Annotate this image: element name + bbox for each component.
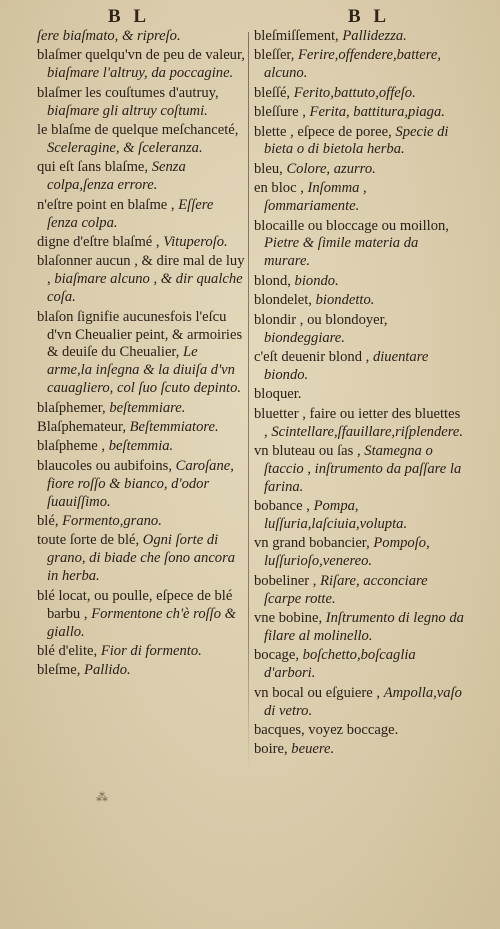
- dictionary-entry: [254, 28, 464, 46]
- dictionary-entry: [254, 85, 464, 103]
- entry-french: blette , eſpece de poree,: [254, 123, 392, 140]
- entry-french: blaſmer les couſtumes d'autruy,: [37, 84, 219, 101]
- entry-italian: Ferito,battuto,offeſo.: [293, 84, 416, 101]
- dictionary-entry: [254, 180, 464, 216]
- entry-italian: Vituperoſo.: [163, 233, 228, 250]
- dictionary-entry: [37, 47, 245, 83]
- dictionary-entry: [37, 643, 245, 661]
- entry-french: bluetter , faire ou ietter des bluettes ,: [254, 405, 461, 440]
- right-column: [254, 28, 464, 761]
- entry-italian: Fior di formento.: [100, 642, 202, 659]
- dictionary-entry: [254, 647, 464, 683]
- dictionary-entry: [37, 309, 245, 399]
- entry-italian: Ogni ſorte di grano, di biade che ſono ancora in herba.: [47, 532, 236, 585]
- entry-italian: biondeggiare.: [264, 329, 345, 346]
- entry-italian: biaſmare gli altruy coſtumi.: [47, 102, 208, 119]
- entry-italian: Colore, azurro.: [286, 160, 376, 177]
- entry-french: bobeliner ,: [254, 572, 317, 589]
- entry-french: blond,: [254, 272, 291, 289]
- entry-italian: Beſtemmiatore.: [129, 419, 219, 436]
- dictionary-entry: [254, 104, 464, 122]
- dictionary-entry: [254, 312, 464, 348]
- entry-french: bocage,: [254, 647, 299, 664]
- entry-french: en bloc ,: [254, 180, 304, 197]
- entry-italian: Sceleragine, & ſceleranza.: [47, 139, 203, 156]
- entry-italian: Inſomma , ſommariamente.: [264, 180, 367, 215]
- dictionary-entry: [254, 124, 464, 160]
- entry-italian: diuentare biondo.: [264, 348, 429, 383]
- entry-french: bleu,: [254, 160, 283, 177]
- dictionary-entry: [254, 273, 464, 291]
- entry-italian: biaſmare alcuno , & dir qualche coſa.: [47, 271, 243, 306]
- dictionary-entry: [37, 588, 245, 642]
- entry-italian: Pompoſo, luſſurioſo,venereo.: [264, 535, 430, 570]
- entry-italian: Pompa, luſſuria,laſciuia,volupta.: [264, 498, 408, 533]
- dictionary-entry: [254, 573, 464, 609]
- entry-french: bacques, voyez boccage.: [254, 722, 399, 739]
- dictionary-entry: [37, 513, 245, 531]
- entry-french: digne d'eſtre blaſmé ,: [37, 233, 160, 250]
- entry-french: bobance ,: [254, 498, 310, 515]
- entry-french: vn grand bobancier,: [254, 535, 370, 552]
- entry-italian: ſere biaſmato, & ripreſo.: [37, 28, 181, 44]
- column-divider: [248, 32, 249, 772]
- left-column: [37, 28, 245, 682]
- dictionary-entry: [37, 197, 245, 233]
- entry-french: blaſpheme ,: [37, 438, 106, 455]
- dictionary-entry: [254, 443, 464, 497]
- entry-italian: beuere.: [291, 741, 335, 758]
- dictionary-entry: [37, 234, 245, 252]
- running-head-left: B L: [108, 6, 151, 27]
- entry-french: blé d'elite,: [37, 642, 98, 659]
- running-head-right: B L: [348, 6, 391, 27]
- entry-italian: Scintellare,ſfauillare,riſplendere.: [271, 423, 464, 440]
- entry-italian: Ferire,offendere,battere, alcuno.: [264, 47, 442, 82]
- entry-french: blaſmer quelqu'vn de peu de valeur,: [37, 47, 245, 64]
- entry-french: bleſſé,: [254, 84, 291, 101]
- dictionary-entry: [37, 458, 245, 512]
- entry-french: toute ſorte de blé,: [37, 532, 140, 549]
- entry-french: c'eſt deuenir blond ,: [254, 348, 370, 365]
- entry-italian: biaſmare l'altruy, da poccagine.: [47, 65, 234, 82]
- dictionary-entry: [254, 610, 464, 646]
- dictionary-entry: [254, 741, 464, 759]
- entry-italian: beſtemmiare.: [109, 399, 186, 416]
- entry-italian: boſchetto,boſcaglia d'arbori.: [264, 647, 416, 682]
- entry-french: blondir , ou blondoyer,: [254, 311, 388, 328]
- entry-french: vn bocal ou eſguiere ,: [254, 684, 381, 701]
- entry-italian: Inſtrumento di legno da filare al molinello.: [264, 610, 464, 644]
- dictionary-entry: [37, 400, 245, 418]
- dictionary-entry: [254, 161, 464, 179]
- dictionary-entry: [37, 28, 245, 46]
- dictionary-entry: [254, 386, 464, 404]
- dictionary-entry: [254, 218, 464, 272]
- dictionary-entry: [37, 662, 245, 680]
- entry-french: bleſſure ,: [254, 104, 306, 121]
- entry-french: blaucoles ou aubifoins,: [37, 457, 172, 474]
- dictionary-entry: [37, 122, 245, 158]
- entry-italian: Ferita, battitura,piaga.: [309, 104, 445, 121]
- entry-italian: Ampolla,vaſo di vetro.: [264, 684, 462, 719]
- entry-french: boire,: [254, 741, 288, 758]
- dictionary-entry: [254, 498, 464, 534]
- entry-french: n'eſtre point en blaſme ,: [37, 196, 175, 213]
- entry-italian: Pallido.: [84, 662, 131, 679]
- entry-italian: biondetto.: [315, 292, 375, 309]
- entry-french: blé,: [37, 513, 59, 530]
- entry-italian: Stamegna o ſtaccio , inſtrumento da paſſare la farina.: [264, 442, 462, 495]
- entry-french: vne bobine,: [254, 610, 323, 627]
- dictionary-entry: [254, 722, 464, 740]
- entry-french: le blaſme de quelque meſchanceté,: [37, 122, 239, 139]
- entry-italian: Formentone ch'è roſſo & giallo.: [47, 605, 237, 640]
- entry-french: bleſſer,: [254, 47, 295, 64]
- entry-italian: Riſare, acconciare ſcarpe rotte.: [264, 572, 428, 607]
- dictionary-entry: [37, 85, 245, 121]
- dictionary-entry: [254, 406, 464, 442]
- entry-french: bleſme,: [37, 662, 81, 679]
- entry-italian: Senza colpa,ſenza errore.: [47, 159, 186, 194]
- dictionary-entry: [254, 685, 464, 721]
- dictionary-entry: [37, 438, 245, 456]
- entry-italian: Formento,grano.: [62, 513, 162, 530]
- entry-french: blaſonner aucun , & dire mal de luy ,: [37, 253, 245, 288]
- entry-french: Blaſphemateur,: [37, 419, 126, 436]
- dictionary-entry: [254, 535, 464, 571]
- entry-french: blé locat, ou poulle, eſpece de blé barbu ,: [37, 587, 233, 622]
- entry-italian: Pallidezza.: [342, 28, 407, 44]
- dictionary-entry: [254, 349, 464, 385]
- dictionary-entry: [254, 47, 464, 83]
- dictionary-entry: [37, 253, 245, 307]
- entry-french: blaſon ſignifie aucunesfois l'eſcu d'vn Cheualier peint, & armoiries & deuiſe du Cheualier,: [37, 308, 243, 361]
- dictionary-entry: [37, 159, 245, 195]
- dictionary-entry: [254, 292, 464, 310]
- entry-french: blondelet,: [254, 292, 312, 309]
- entry-french: blaſphemer,: [37, 399, 106, 416]
- entry-italian: Pietre & ſimile materia da murare.: [264, 235, 419, 270]
- dictionary-entry: [37, 532, 245, 586]
- entry-italian: Eſſere ſenza colpa.: [47, 196, 214, 231]
- entry-french: bleſmiſſement,: [254, 28, 339, 44]
- entry-french: vn bluteau ou ſas ,: [254, 442, 361, 459]
- entry-italian: beſtemmia.: [108, 438, 174, 455]
- entry-french: qui eſt ſans blaſme,: [37, 159, 149, 176]
- entry-italian: Caroſane, fiore roſſo & bianco, d'odor ſuauiſſimo.: [47, 457, 234, 510]
- entry-italian: Le arme,la inſegna & la diuiſa d'vn cauagliero, col ſuo ſcuto depinto.: [47, 344, 242, 397]
- entry-french: bloquer.: [254, 386, 302, 403]
- entry-french: blocaille ou bloccage ou moillon,: [254, 217, 449, 234]
- entry-italian: Specie di bieta o di bietola herba.: [264, 123, 449, 158]
- ink-mark: ⁂: [96, 790, 108, 804]
- entry-italian: biondo.: [294, 272, 339, 289]
- dictionary-entry: [37, 419, 245, 437]
